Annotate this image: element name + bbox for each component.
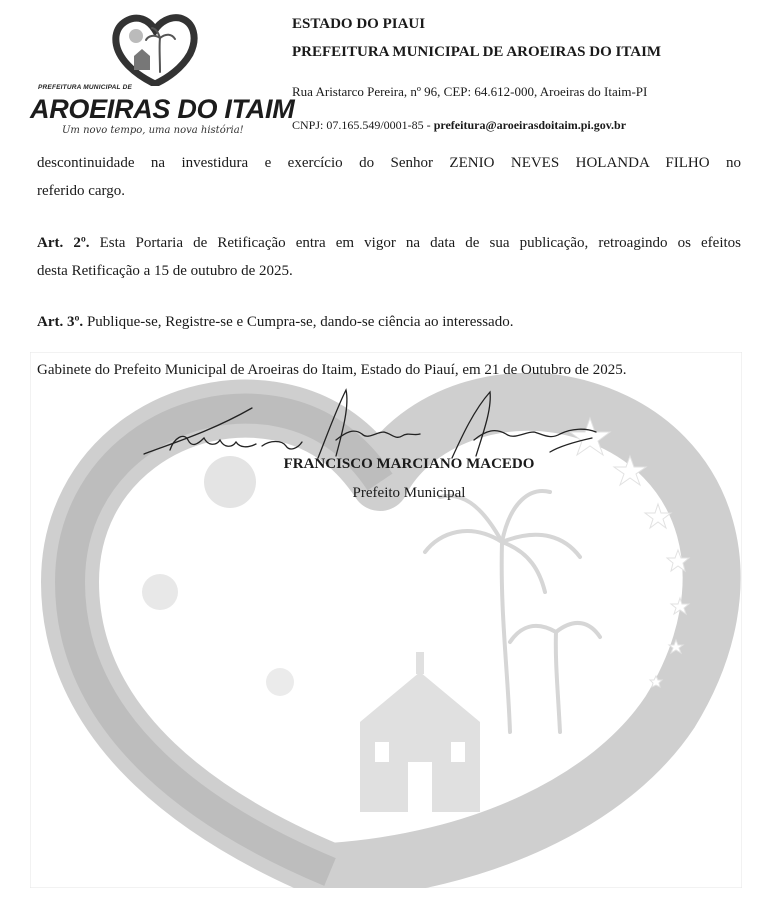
header-state: ESTADO DO PIAUI xyxy=(292,16,426,32)
art2-line2: desta Retificação a 15 de outubro de 2025. xyxy=(37,263,293,279)
article-2 xyxy=(37,229,741,285)
logo-name: AROEIRAS DO ITAIM xyxy=(30,94,295,124)
art2-text: Esta Portaria de Retificação entra em vigor na data de sua publicação, retroagindo os efeitos xyxy=(89,235,741,251)
header-address: Rua Aristarco Pereira, nº 96, CEP: 64.612-000, Aroeiras do Itaim-PI xyxy=(292,84,648,99)
closing-line: Gabinete do Prefeito Municipal de Aroeiras do Itaim, Estado do Piauí, em 21 de Outubro de 2025. xyxy=(37,362,627,378)
header-cnpj xyxy=(292,118,626,133)
header-prefeitura: PREFEITURA MUNICIPAL DE AROEIRAS DO ITAIM xyxy=(292,44,662,60)
para1-line1: descontinuidade na investidura e exercício do Senhor ZENIO NEVES HOLANDA FILHO no xyxy=(37,155,741,171)
signatory-role: Prefeito Municipal xyxy=(352,485,466,501)
header-email: prefeitura@aroeirasdoitaim.pi.gov.br xyxy=(433,118,627,132)
heart-logo-icon xyxy=(110,14,200,86)
paragraph-continuation xyxy=(37,149,741,205)
article-3 xyxy=(37,308,741,336)
signatory-name: FRANCISCO MARCIANO MACEDO xyxy=(283,456,535,472)
art3-text: Publique-se, Registre-se e Cumpra-se, dando-se ciência ao interessado. xyxy=(83,314,514,330)
logo-slogan: Um novo tempo, uma nova história! xyxy=(62,125,244,136)
art2-line1 xyxy=(37,229,741,257)
cnpj-text: CNPJ: 07.165.549/0001-85 - xyxy=(292,118,434,132)
para1-line2: referido cargo. xyxy=(37,183,126,199)
art3-label: Art. 3º. xyxy=(37,314,84,330)
logo-small-text: PREFEITURA MUNICIPAL DE xyxy=(38,84,133,91)
art2-label: Art. 2º. xyxy=(37,235,90,251)
municipal-logo xyxy=(28,14,295,144)
